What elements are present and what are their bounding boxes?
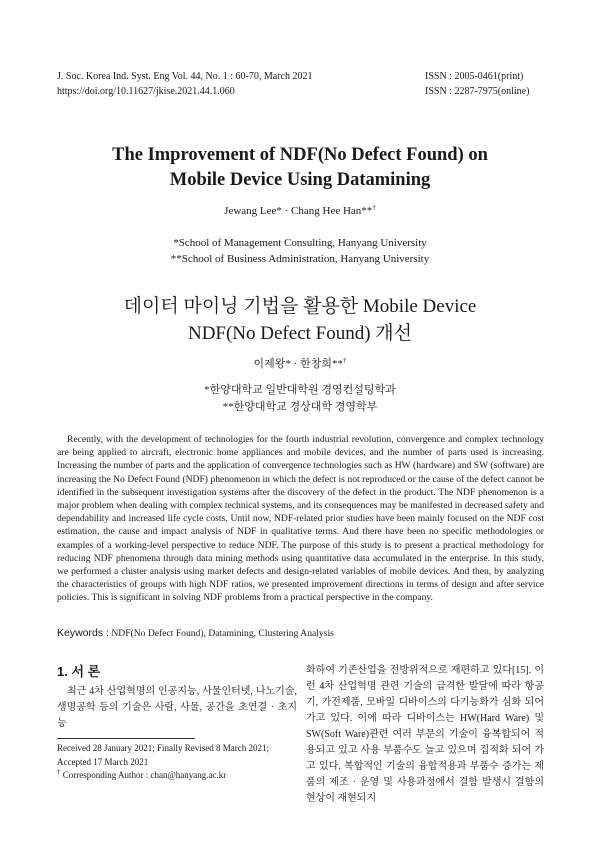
section-heading-introduction: 1. 서 론 (57, 664, 101, 679)
dagger-mark: † (57, 768, 61, 776)
keywords-text: NDF(No Defect Found), Datamining, Clustering Analysis (111, 628, 334, 639)
authors-en (0, 205, 600, 217)
footnote-divider (57, 738, 195, 739)
paper-title-ko (0, 293, 600, 347)
paper-title-en-line1: The Improvement of NDF(No Defect Found) on (112, 145, 488, 165)
authors-ko (0, 355, 600, 371)
affiliations-ko (0, 382, 600, 416)
paper-title-en-line2: Mobile Device Using Datamining (169, 170, 431, 190)
running-header-right (425, 69, 529, 99)
affiliation-en-1: *School of Management Consulting, Hanyang University (173, 237, 427, 249)
affiliation-ko-1: *한양대학교 일반대학원 경영컨설팅학과 (204, 384, 396, 396)
intro-text-right: 화하여 기존산업을 전방위적으로 재편하고 있다[15]. 이런 4차 산업혁명 관련 기술의 급격한 발달에 따라 항공기, 가전제품, 모바일 디바이스의 다기능화가 심화 되어가고 있다. 이에 따라 디바이스는 HW(Hard Ware) 및 SW(Soft Ware)관련 여러 부문의 기술이 융복합되어 적용되고 있고 사용 부품수도 늘고 있으며 집적화 되어 가고 있다. 복합적인 기술의 융합적용과 부품수 증가는 제품의 제조 · 운영 및 사용과정에서 결함 발생시 결함의 현상이 재현되지 (306, 665, 544, 804)
journal-citation: J. Soc. Korea Ind. Syst. Eng Vol. 44, No. 1 : 60-70, March 2021 (57, 71, 313, 82)
intro-text-left: 최근 4차 산업혁명의 인공지능, 사물인터넷, 나노기술, 생명공학 등의 기술은 사람, 사물, 공간을 초연결 · 초지능 (57, 686, 297, 729)
keywords-label: Keywords : (57, 627, 109, 639)
corresponding-author-text: Corresponding Author : chan@hanyang.ac.kr (62, 770, 227, 780)
doi-link[interactable]: https://doi.org/10.11627/jkise.2021.44.1.060 (57, 86, 235, 97)
accepted-date: Accepted 17 March 2021 (57, 756, 149, 767)
authors-ko-names: 이제왕* · 한창희** (253, 358, 343, 370)
corresponding-mark: † (372, 203, 376, 212)
authors-en-names: Jewang Lee* · Chang Hee Han** (224, 205, 373, 217)
issn-print: ISSN : 2005-0461(print) (425, 71, 524, 82)
received-date: Received 28 January 2021; Finally Revised 8 March 2021; (57, 743, 269, 753)
corresponding-author (57, 769, 302, 783)
footnotes (57, 742, 302, 783)
keywords (57, 627, 547, 639)
abstract: Recently, with the development of technologies for the fourth industrial revolution, convergence and complex technology are being applied to aircraft, electronic home appliances and mobile devices, and the number of parts used is increasing. Increasing the number of parts and the application of convergence technologies such as HW (hardware) and SW (software) are increasing the No Defect Found (NDF) phenomenon in which the defect is not reproduced or the cause of the defect cannot be identified in the subsequent investigation systems after the discovery of the defect in the product. The NDF phenomenon is a major problem when dealing with complex technical systems, and its consequences may be manifested in decreased safety and dependability and increased life cycle costs. Until now, NDF-related prior studies have been mainly focused on the NDF cost estimation, the cause and impact analysis of NDF in qualitative terms. And there have been no specific methodologies or examples of a working-level perspective to reduce NDF. The purpose of this study is to present a practical methodology for reducing NDF phenomena through data mining methods using quantitative data accumulated in the enterprise. In this study, we performed a cluster analysis using market defects and design-related variables of mobile devices. And then, by analyzing the characteristics of groups with high NDF ratios, we presented improvement directions in terms of design and after service policies. This is significant in solving NDF problems from a practical perspective in the company. (57, 434, 544, 604)
running-header-left (57, 69, 312, 99)
paper-title-ko-line2: NDF(No Defect Found) 개선 (187, 323, 413, 344)
paper-title-en (0, 143, 600, 193)
issn-online: ISSN : 2287-7975(online) (425, 86, 530, 97)
affiliation-en-2: **School of Business Administration, Hanyang University (170, 253, 430, 265)
affiliation-ko-2: **한양대학교 경상대학 경영학부 (222, 401, 378, 413)
corresponding-mark-ko: † (342, 356, 347, 365)
paper-title-ko-line1: 데이터 마이닝 기법을 활용한 Mobile Device (123, 296, 477, 317)
affiliations-en (0, 235, 600, 267)
